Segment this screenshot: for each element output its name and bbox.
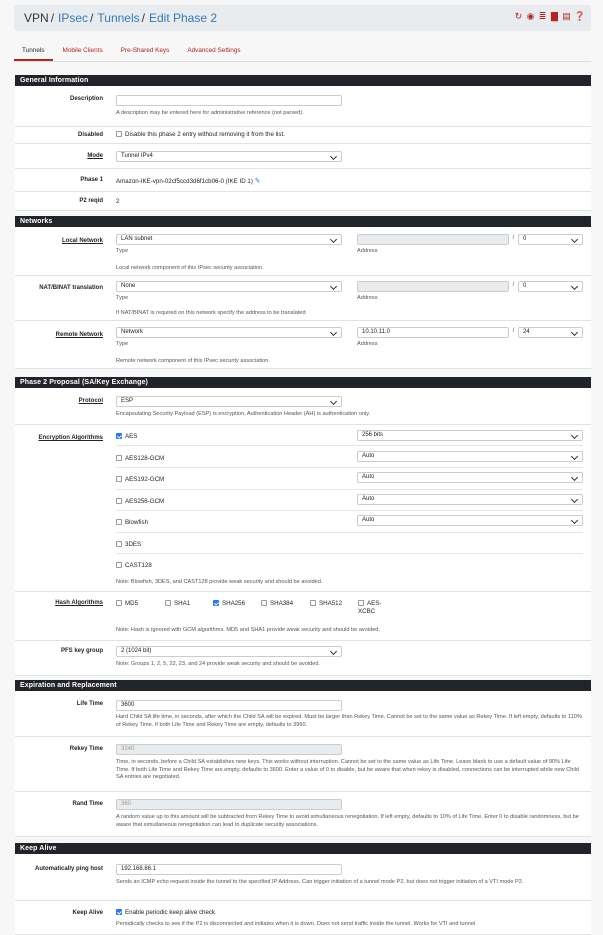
remote-type-caption: Type (116, 341, 129, 347)
algo-aes[interactable] (116, 433, 137, 440)
ping-host-label: Automatically ping host (34, 866, 103, 872)
reload-icon[interactable]: ↻ (514, 11, 523, 21)
row-rand-time (15, 792, 591, 837)
rekey-time-input[interactable]: 3240 (116, 744, 342, 755)
keep-alive-help: Periodically checks to see if the P2 is disconnected and initiates when it is down. Does not send traffic inside the tunnel. Works for VTI and tunnel (116, 921, 476, 927)
algo-aes128gcm-label: AES128-GCM (125, 455, 165, 462)
phase1-label: Phase 1 (80, 177, 103, 183)
rand-time-input[interactable]: 360 (116, 799, 342, 810)
keep-alive-text: Enable periodic keep alive check (125, 909, 216, 916)
encryption-help: Note: Blowfish, 3DES, and CAST128 provide weak security and should be avoided. (116, 579, 323, 585)
row-local-network (15, 227, 591, 276)
local-address-caption: Address (357, 248, 378, 254)
remote-mask-select[interactable]: 24 (518, 327, 583, 338)
life-time-input[interactable]: 3600 (116, 700, 342, 711)
algo-aes128gcm-keylen-select[interactable]: Auto (357, 451, 583, 462)
breadcrumb-tunnels-link[interactable]: Tunnels (97, 11, 140, 25)
stop-icon[interactable]: ◉ (526, 11, 535, 21)
algo-aes192gcm-checkbox[interactable] (116, 476, 122, 482)
algo-cast128-checkbox[interactable] (116, 562, 122, 568)
rand-time-help: A random value up to this amount will be subtracted from Rekey Time to avoid simultaneous renegotiation. If left empty, defaults to 10% of Life Time. Enter 0 to disable randomness, but be aware that simultaneous renegotiation can lead to duplicate security associations. (116, 814, 579, 828)
mode-label: Mode (87, 153, 103, 159)
row-encryption (15, 425, 591, 592)
algo-cast128[interactable] (116, 562, 152, 569)
algo-aes192gcm-keylen-select[interactable]: Auto (357, 472, 583, 483)
algo-blowfish[interactable] (116, 519, 148, 526)
hash-sha256[interactable] (213, 600, 245, 607)
algo-aes256gcm-checkbox[interactable] (116, 498, 122, 504)
local-network-label: Local Network (61, 238, 103, 244)
algo-3des[interactable] (116, 541, 141, 548)
protocol-select[interactable]: ESP (116, 396, 342, 407)
nat-cidr-slash: / (512, 282, 515, 288)
pfs-select[interactable]: 2 (1024 bit) (116, 646, 342, 657)
local-address-input[interactable] (357, 234, 509, 245)
hash-sha1-checkbox[interactable] (165, 600, 171, 606)
keep-alive-label: Keep Alive (72, 910, 103, 916)
local-mask-select[interactable]: 0 (518, 234, 583, 245)
breadcrumb-vpn: VPN (24, 11, 49, 25)
breadcrumb-ipsec-link[interactable]: IPsec (58, 11, 89, 25)
keep-alive-checkbox-wrap[interactable] (116, 909, 215, 916)
hash-sha384-label: SHA384 (270, 600, 294, 607)
breadcrumb-separator: / (141, 11, 145, 25)
breadcrumb-current: Edit Phase 2 (148, 11, 218, 25)
algo-blowfish-label: Blowfish (125, 519, 149, 526)
algo-aes128gcm[interactable] (116, 455, 164, 462)
row-disabled (15, 127, 591, 144)
row-hash (15, 592, 591, 641)
local-type-caption: Type (116, 248, 129, 254)
hash-md5-label: MD5 (125, 600, 139, 607)
algo-cast128-label: CAST128 (125, 562, 152, 569)
sliders-icon[interactable]: ≣ (538, 11, 547, 21)
algo-aes-checkbox[interactable] (116, 433, 122, 439)
row-protocol (15, 388, 591, 425)
local-cidr-slash: / (512, 235, 515, 241)
row-pfs (15, 641, 591, 676)
algo-3des-checkbox[interactable] (116, 541, 122, 547)
algo-3des-label: 3DES (125, 541, 142, 548)
protocol-help: Encapsulating Security Payload (ESP) is encryption, Authentication Header (AH) is authentication only. (116, 411, 371, 417)
hash-sha1[interactable] (165, 600, 190, 607)
section-expiration-header: Expiration and Replacement (15, 680, 591, 691)
description-input[interactable] (116, 95, 342, 106)
section-phase2-header: Phase 2 Proposal (SA/Key Exchange) (15, 377, 591, 388)
breadcrumb-separator: / (90, 11, 94, 25)
row-description (15, 86, 591, 127)
disabled-checkbox-wrap[interactable] (116, 131, 285, 138)
row-mode (15, 144, 591, 169)
hash-aesxcbc-checkbox[interactable] (358, 600, 364, 606)
row-reqid (15, 192, 591, 211)
life-time-help: Hard Child SA life time, in seconds, after which the Child SA will be expired. Must be larger than Rekey Time. Cannot be set to the same value as Rekey Time. If left empty, defaults to 110% of Rekey Time. If both Life Time and Rekey Time are empty, defaults to 3960. (116, 714, 582, 728)
description-label: Description (69, 96, 103, 102)
mode-select[interactable]: Tunnel IPv4 (116, 151, 342, 162)
pfs-label: PFS key group (60, 648, 103, 654)
breadcrumb-separator: / (50, 11, 55, 25)
hash-sha384[interactable] (261, 600, 293, 607)
hash-sha256-label: SHA256 (222, 600, 246, 607)
hash-aesxcbc[interactable] (358, 600, 388, 616)
row-phase1 (15, 169, 591, 192)
hash-md5[interactable] (116, 600, 138, 607)
nat-address-caption: Address (357, 295, 378, 301)
nat-mask-select[interactable]: 0 (518, 281, 583, 292)
phase1-value: Amazon-IKE-vpn-02cf5ccd3d6f1cb06-0 (IKE ID 1) (116, 178, 253, 185)
section-keepalive-header: Keep Alive (15, 843, 591, 854)
algo-aes128gcm-checkbox[interactable] (116, 455, 122, 461)
row-life-time (15, 691, 591, 737)
tab-tunnels[interactable]: Tunnels (14, 40, 53, 61)
algo-blowfish-keylen-select[interactable]: Auto (357, 515, 583, 526)
tab-mobile-clients[interactable]: Mobile Clients (62, 47, 103, 54)
chart-icon[interactable]: ▇ (551, 11, 558, 21)
local-network-type-select[interactable]: LAN subnet (116, 234, 342, 245)
remote-network-type-select[interactable]: Network (116, 327, 342, 338)
row-nat (15, 276, 591, 321)
hash-md5-checkbox[interactable] (116, 600, 122, 606)
row-remote-network (15, 321, 591, 369)
remote-address-caption: Address (357, 341, 378, 347)
protocol-label: Protocol (78, 398, 103, 404)
ping-host-help: Sends an ICMP echo request inside the tunnel to the specified IP Address. Can trigger initiation of a tunnel mode P2, but does not trigger initiation of a VTI mode P2. (116, 879, 524, 885)
hash-sha1-label: SHA1 (174, 600, 191, 607)
ping-host-input[interactable]: 192.168.86.1 (116, 864, 342, 875)
algo-aes192gcm[interactable] (116, 476, 164, 483)
algo-blowfish-checkbox[interactable] (116, 519, 122, 525)
nat-type-caption: Type (116, 295, 129, 301)
help-icon[interactable]: ❓ (574, 11, 586, 21)
hash-sha512[interactable] (310, 600, 342, 607)
reqid-label: P2 reqid (79, 198, 103, 204)
algo-aes-label: AES (125, 433, 138, 440)
algo-aes-keylen-select[interactable]: 256 bits (357, 430, 583, 441)
row-ping-host (15, 854, 591, 901)
edit-pencil-icon[interactable]: ✎ (254, 178, 261, 185)
rand-time-label: Rand Time (72, 801, 103, 807)
hash-aesxcbc-label: AES-XCBC (358, 600, 382, 615)
tab-advanced-settings[interactable]: Advanced Settings (187, 47, 241, 54)
disabled-label: Disabled (77, 132, 103, 138)
nat-address-input[interactable] (357, 281, 509, 292)
hash-label: Hash Algorithms (55, 600, 103, 606)
rekey-time-label: Rekey Time (69, 746, 103, 752)
hash-sha384-checkbox[interactable] (261, 600, 267, 606)
remote-cidr-slash: / (512, 328, 515, 334)
hash-sha512-checkbox[interactable] (310, 600, 316, 606)
life-time-label: Life Time (76, 701, 103, 707)
section-networks-header: Networks (15, 216, 591, 227)
remote-network-label: Remote Network (55, 332, 103, 338)
remote-address-input[interactable]: 10.10.11.0 (357, 327, 509, 338)
section-general-header: General Information (15, 75, 591, 86)
list-icon[interactable]: ▤ (562, 11, 571, 21)
nat-type-select[interactable]: None (116, 281, 342, 292)
phase1-value-wrap (116, 177, 261, 185)
hash-sha512-label: SHA512 (319, 600, 343, 607)
remote-network-help: Remote network component of this IPsec security association. (116, 358, 270, 364)
breadcrumb (14, 5, 591, 31)
rekey-time-help: Time, in seconds, before a Child SA establishes new keys. This works without interruption. Cannot be set to the same value as Life Time. Leave blank to use a default value of 90% Life Time. If both Life Time and Rekey Time are empty, defaults to 3600. Enter a value of 0 to disable, but be aware that when rekey is disabled, connections can be interrupted while new Child SA entries are negotiated. (116, 759, 579, 781)
tab-bar (14, 40, 591, 62)
nat-label: NAT/BINAT translation (39, 285, 103, 291)
algo-aes256gcm[interactable] (116, 498, 164, 505)
row-keep-alive (15, 901, 591, 935)
algo-aes256gcm-label: AES256-GCM (125, 498, 165, 505)
disabled-text: Disable this phase 2 entry without removing it from the list. (125, 131, 285, 138)
nat-help: If NAT/BINAT is required on this network specify the address to be translated (116, 310, 306, 316)
local-network-help: Local network component of this IPsec security association. (116, 265, 264, 271)
pfs-help: Note: Groups 1, 2, 5, 22, 23, and 24 provide weak security and should be avoided. (116, 661, 320, 667)
header-icons (514, 11, 586, 21)
algo-aes256gcm-keylen-select[interactable]: Auto (357, 494, 583, 505)
encryption-label: Encryption Algorithms (38, 435, 103, 441)
disabled-checkbox[interactable] (116, 131, 122, 137)
tab-pre-shared-keys[interactable]: Pre-Shared Keys (120, 47, 170, 54)
hash-help: Note: Hash is ignored with GCM algorithms. MD5 and SHA1 provide weak security and should be avoided. (116, 627, 380, 633)
algo-aes192gcm-label: AES192-GCM (125, 476, 165, 483)
reqid-value: 2 (116, 198, 120, 205)
keep-alive-checkbox[interactable] (116, 909, 122, 915)
hash-sha256-checkbox[interactable] (213, 600, 219, 606)
description-help: A description may be entered here for administrative reference (not parsed). (116, 110, 304, 116)
row-rekey-time (15, 737, 591, 792)
